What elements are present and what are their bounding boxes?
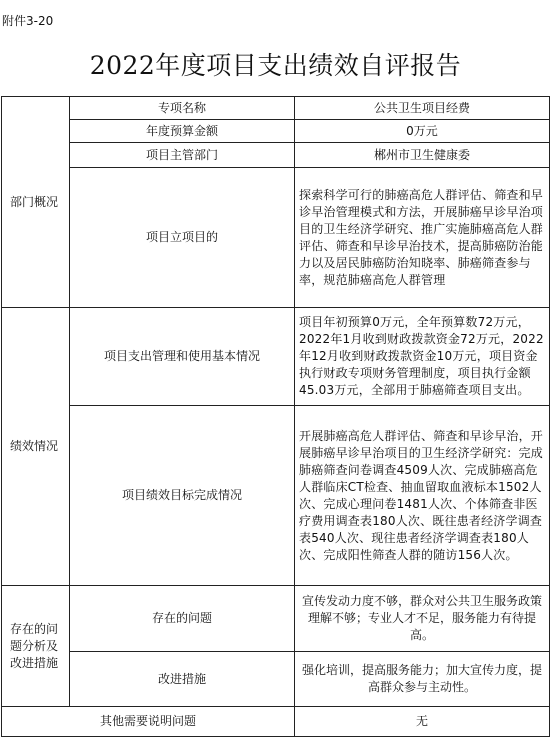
row-value-goal-completion: 开展肺癌高危人群评估、筛查和早诊早治，开展肺癌早诊早治项目的卫生经济学研究：完成肺癌筛查问卷调查4509人次、完成肺癌高危人群临床CT检查、抽血留取血液标本1502人次、完成心理问卷1481人次、个体筛查非医疗费用调查表180人次、既往患者经济学调查表540人次、现往患者经济学调查表180人次、完成阳性筛查人群的随访156人次。 (295, 406, 550, 586)
table-row (2, 143, 550, 168)
row-label-existing-problems: 存在的问题 (70, 586, 295, 652)
section-performance: 绩效情况 (2, 308, 70, 586)
row-value-annual-budget: 0万元 (295, 120, 550, 143)
row-value-other-issues: 无 (295, 707, 550, 737)
table-row (2, 97, 550, 120)
table-row (2, 168, 550, 308)
row-label-dept-in-charge: 项目主管部门 (70, 143, 295, 168)
row-value-project-name: 公共卫生项目经费 (295, 97, 550, 120)
row-value-improvement-measures: 强化培训，提高服务能力；加大宣传力度，提高群众参与主动性。 (295, 652, 550, 707)
row-label-other-issues: 其他需要说明问题 (2, 707, 295, 737)
row-value-project-purpose: 探索科学可行的肺癌高危人群评估、筛查和早诊早治管理模式和方法，开展肺癌早诊早治项目的卫生经济学研究、推广实施肺癌高危人群评估、筛查和早诊早治技术，提高肺癌防治能力以及居民肺癌防治知晓率、肺癌筛查参与率，规范肺癌高危人群管理 (295, 168, 550, 308)
section-problems: 存在的问题分析及改进措施 (2, 586, 70, 707)
table-row (2, 652, 550, 707)
row-label-expenditure-management: 项目支出管理和使用基本情况 (70, 308, 295, 406)
row-label-improvement-measures: 改进措施 (70, 652, 295, 707)
row-label-project-purpose: 项目立项目的 (70, 168, 295, 308)
table-row (2, 120, 550, 143)
row-label-goal-completion: 项目绩效目标完成情况 (70, 406, 295, 586)
report-title: 2022年度项目支出绩效自评报告 (89, 51, 462, 80)
attachment-label: 附件3-20 (2, 14, 54, 28)
table-row (2, 406, 550, 586)
section-dept-overview: 部门概况 (2, 97, 70, 308)
row-value-existing-problems: 宣传发动力度不够，群众对公共卫生服务政策理解不够；专业人才不足，服务能力有待提高。 (295, 586, 550, 652)
report-table (1, 96, 550, 737)
table-row (2, 308, 550, 406)
row-label-project-name: 专项名称 (70, 97, 295, 120)
row-value-dept-in-charge: 郴州市卫生健康委 (295, 143, 550, 168)
row-value-expenditure-management: 项目年初预算0万元，全年预算数72万元，2022年1月收到财政拨款资金72万元，2022年12月收到财政拨款资金10万元，项目资金执行财政专项财务管理制度，项目执行金额45.03万元，全部用于肺癌筛查项目支出。 (295, 308, 550, 406)
table-row (2, 707, 550, 737)
row-label-annual-budget: 年度预算金额 (70, 120, 295, 143)
table-row (2, 586, 550, 652)
